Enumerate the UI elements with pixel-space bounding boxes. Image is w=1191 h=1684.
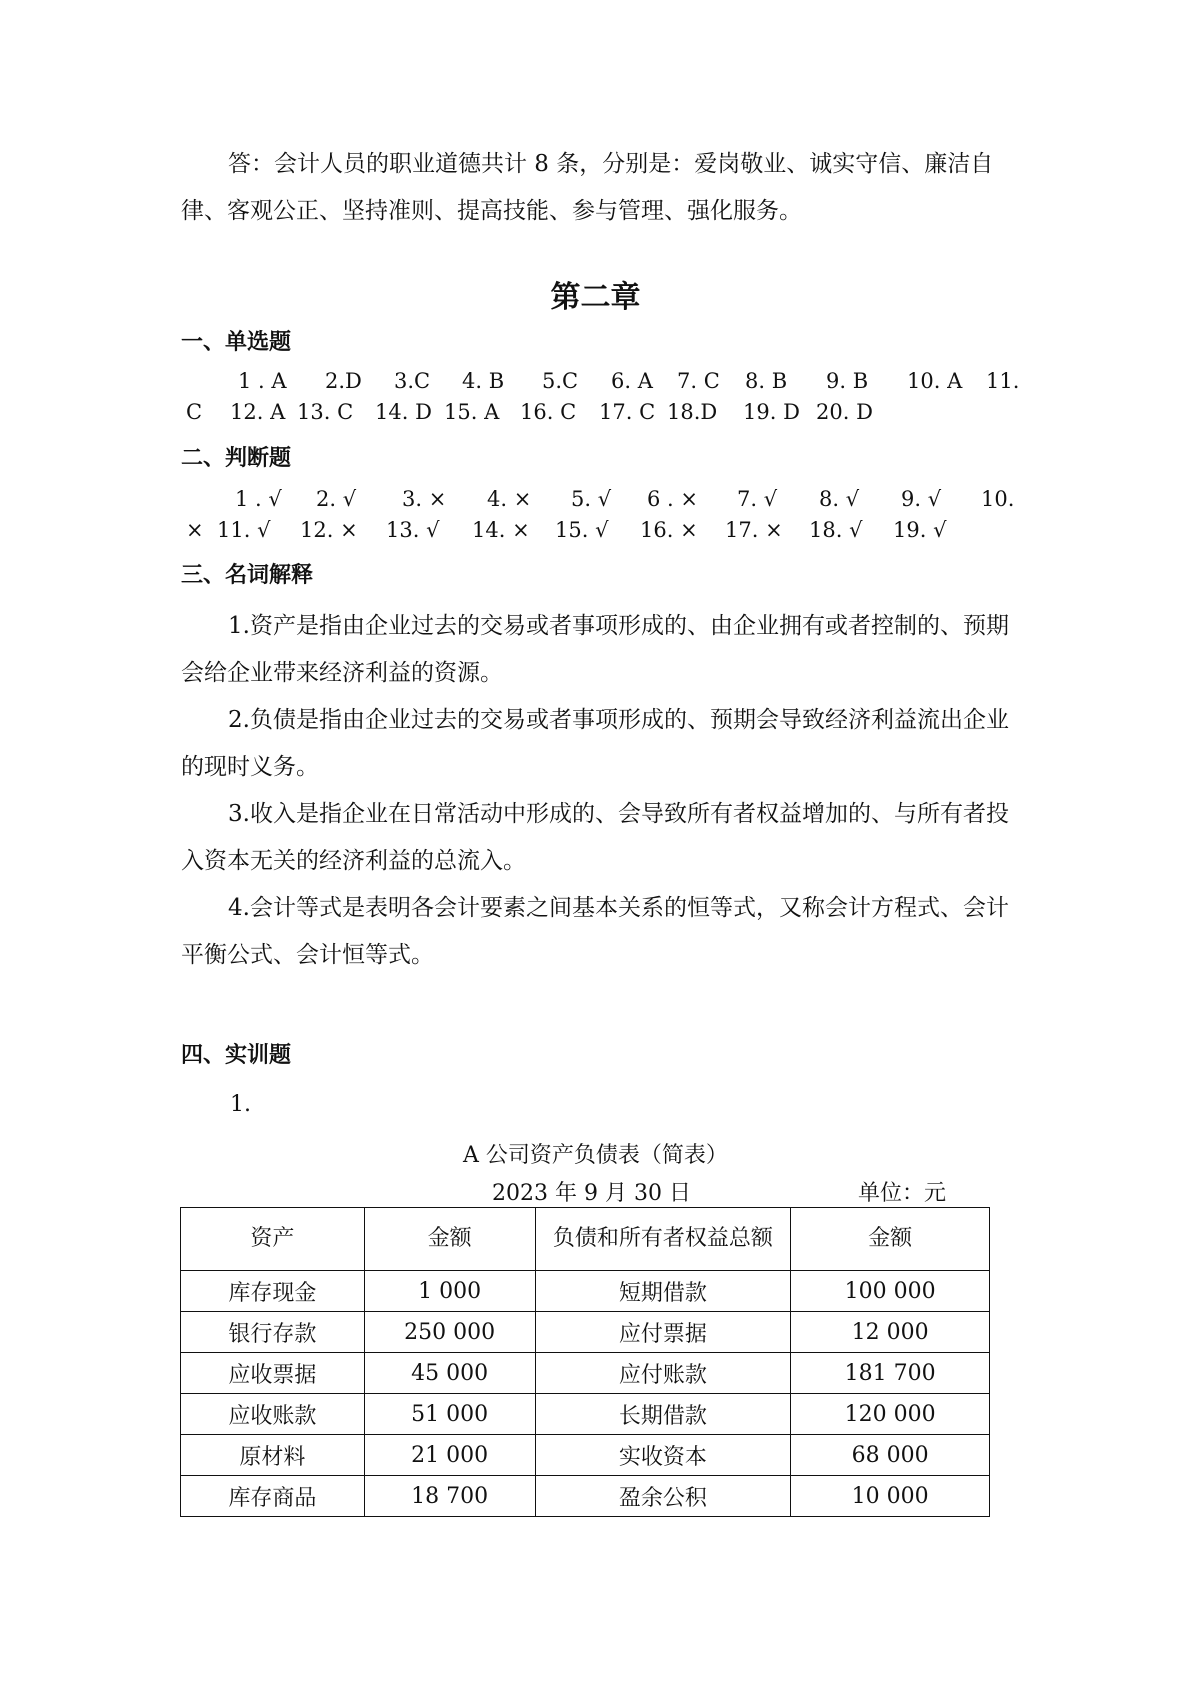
chapter-title: 第二章	[550, 280, 641, 315]
true-false-line-1	[181, 484, 1015, 515]
table-cell: 18 700	[364, 1476, 535, 1517]
table-cell: 应收票据	[181, 1353, 365, 1394]
answer-item: 15. √	[555, 518, 609, 542]
term-definition-2: 2.负债是指由企业过去的交易或者事项形成的、预期会导致经济利益流出企业的现时义务。	[181, 707, 1009, 780]
answer-item: 15. A	[444, 400, 500, 424]
answer-item: 13. √	[386, 518, 440, 542]
table-header-row	[181, 1208, 990, 1271]
answer-item: 8. B	[745, 369, 788, 393]
table-cell: 长期借款	[535, 1394, 791, 1435]
answer-item: 12. ×	[300, 518, 358, 542]
answer-item: 14. D	[375, 400, 432, 424]
table-cell: 短期借款	[535, 1271, 791, 1312]
answer-item: 8. √	[819, 487, 860, 511]
table-cell: 21 000	[364, 1435, 535, 1476]
true-false-line-2	[181, 515, 1011, 546]
table-cell: 68 000	[791, 1435, 990, 1476]
table-row	[181, 1353, 990, 1394]
table-row	[181, 1476, 990, 1517]
balance-sheet-table	[180, 1207, 990, 1517]
table-cell: 250 000	[364, 1312, 535, 1353]
single-choice-answers	[181, 366, 1020, 428]
answer-item: 13. C	[297, 400, 354, 424]
answer-item: 18. √	[809, 518, 863, 542]
answer-item: 12. A	[230, 400, 286, 424]
answer-item: 20. D	[816, 400, 873, 424]
table-cell: 10 000	[791, 1476, 990, 1517]
answer-item: 4. B	[462, 369, 505, 393]
term-definition-1: 1.资产是指由企业过去的交易或者事项形成的、由企业拥有或者控制的、预期会给企业带来经济利益的资源。	[181, 613, 1009, 686]
answer-item: 1 . √	[235, 487, 282, 511]
answer-item: 14. ×	[472, 518, 530, 542]
table-row	[181, 1435, 990, 1476]
table-unit: 单位：元	[858, 1181, 947, 1206]
practice-item-number: 1.	[230, 1092, 251, 1117]
answer-item: 6 . ×	[647, 487, 698, 511]
table-cell: 51 000	[364, 1394, 535, 1435]
answer-item: 18.D	[667, 400, 718, 424]
answer-item: 10. A	[907, 369, 963, 393]
section-heading-terms: 三、名词解释	[181, 563, 314, 588]
table-cell: 12 000	[791, 1312, 990, 1353]
answer-item: 5.C	[542, 369, 579, 393]
intro-paragraph: 答：会计人员的职业道德共计 8 条，分别是：爱岗敬业、诚实守信、廉洁自律、客观公正、坚持准则、提高技能、参与管理、强化服务。	[181, 151, 994, 224]
answer-item: 3. ×	[402, 487, 447, 511]
single-choice-line-1	[181, 366, 1020, 397]
header-amount-liabilities: 金额	[791, 1208, 990, 1271]
table-row	[181, 1312, 990, 1353]
table-date: 2023 年 9 月 30 日	[492, 1181, 691, 1206]
table-cell: 1 000	[364, 1271, 535, 1312]
table-row	[181, 1271, 990, 1312]
table-cell: 100 000	[791, 1271, 990, 1312]
table-row	[181, 1394, 990, 1435]
answer-item: 7. C	[677, 369, 720, 393]
answer-item: 4. ×	[487, 487, 532, 511]
table-cell: 实收资本	[535, 1435, 791, 1476]
table-cell: 45 000	[364, 1353, 535, 1394]
answer-item: 16. ×	[640, 518, 698, 542]
section-heading-single-choice: 一、单选题	[181, 330, 292, 355]
answer-item: 9. B	[826, 369, 869, 393]
answer-item: 1 . A	[238, 369, 287, 393]
answer-item: 11. √	[217, 518, 271, 542]
table-cell: 应收账款	[181, 1394, 365, 1435]
header-liabilities-equity: 负债和所有者权益总额	[535, 1208, 791, 1271]
answer-item: 9. √	[901, 487, 942, 511]
header-assets: 资产	[181, 1208, 365, 1271]
answer-item: 6. A	[611, 369, 653, 393]
answer-item: 19. √	[893, 518, 947, 542]
term-definition-3: 3.收入是指企业在日常活动中形成的、会导致所有者权益增加的、与所有者投入资本无关的经济利益的总流入。	[181, 801, 1009, 874]
table-cell: 银行存款	[181, 1312, 365, 1353]
table-cell: 应付票据	[535, 1312, 791, 1353]
single-choice-line-2	[181, 397, 1011, 428]
table-cell: 原材料	[181, 1435, 365, 1476]
table-cell: 应付账款	[535, 1353, 791, 1394]
table-cell: 120 000	[791, 1394, 990, 1435]
answer-item: ×	[186, 518, 204, 542]
table-title: A 公司资产负债表（简表）	[463, 1143, 728, 1168]
section-heading-true-false: 二、判断题	[181, 446, 292, 471]
answer-item: 16. C	[520, 400, 577, 424]
answer-item: 17. C	[599, 400, 656, 424]
answer-item: 11.	[986, 369, 1020, 393]
answer-item: 7. √	[737, 487, 778, 511]
table-cell: 盈余公积	[535, 1476, 791, 1517]
answer-item: 5. √	[571, 487, 612, 511]
answer-item: 10.	[981, 487, 1015, 511]
table-cell: 库存现金	[181, 1271, 365, 1312]
header-amount-assets: 金额	[364, 1208, 535, 1271]
answer-item: 17. ×	[725, 518, 783, 542]
answer-item: 19. D	[743, 400, 800, 424]
table-cell: 181 700	[791, 1353, 990, 1394]
answer-item: 2. √	[316, 487, 357, 511]
table-cell: 库存商品	[181, 1476, 365, 1517]
term-definition-4: 4.会计等式是表明各会计要素之间基本关系的恒等式，又称会计方程式、会计平衡公式、会计恒等式。	[181, 895, 1009, 968]
true-false-answers	[181, 484, 1015, 546]
answer-item: 2.D	[325, 369, 362, 393]
answer-item: C	[186, 400, 203, 424]
section-heading-practice: 四、实训题	[181, 1043, 292, 1068]
answer-item: 3.C	[394, 369, 431, 393]
